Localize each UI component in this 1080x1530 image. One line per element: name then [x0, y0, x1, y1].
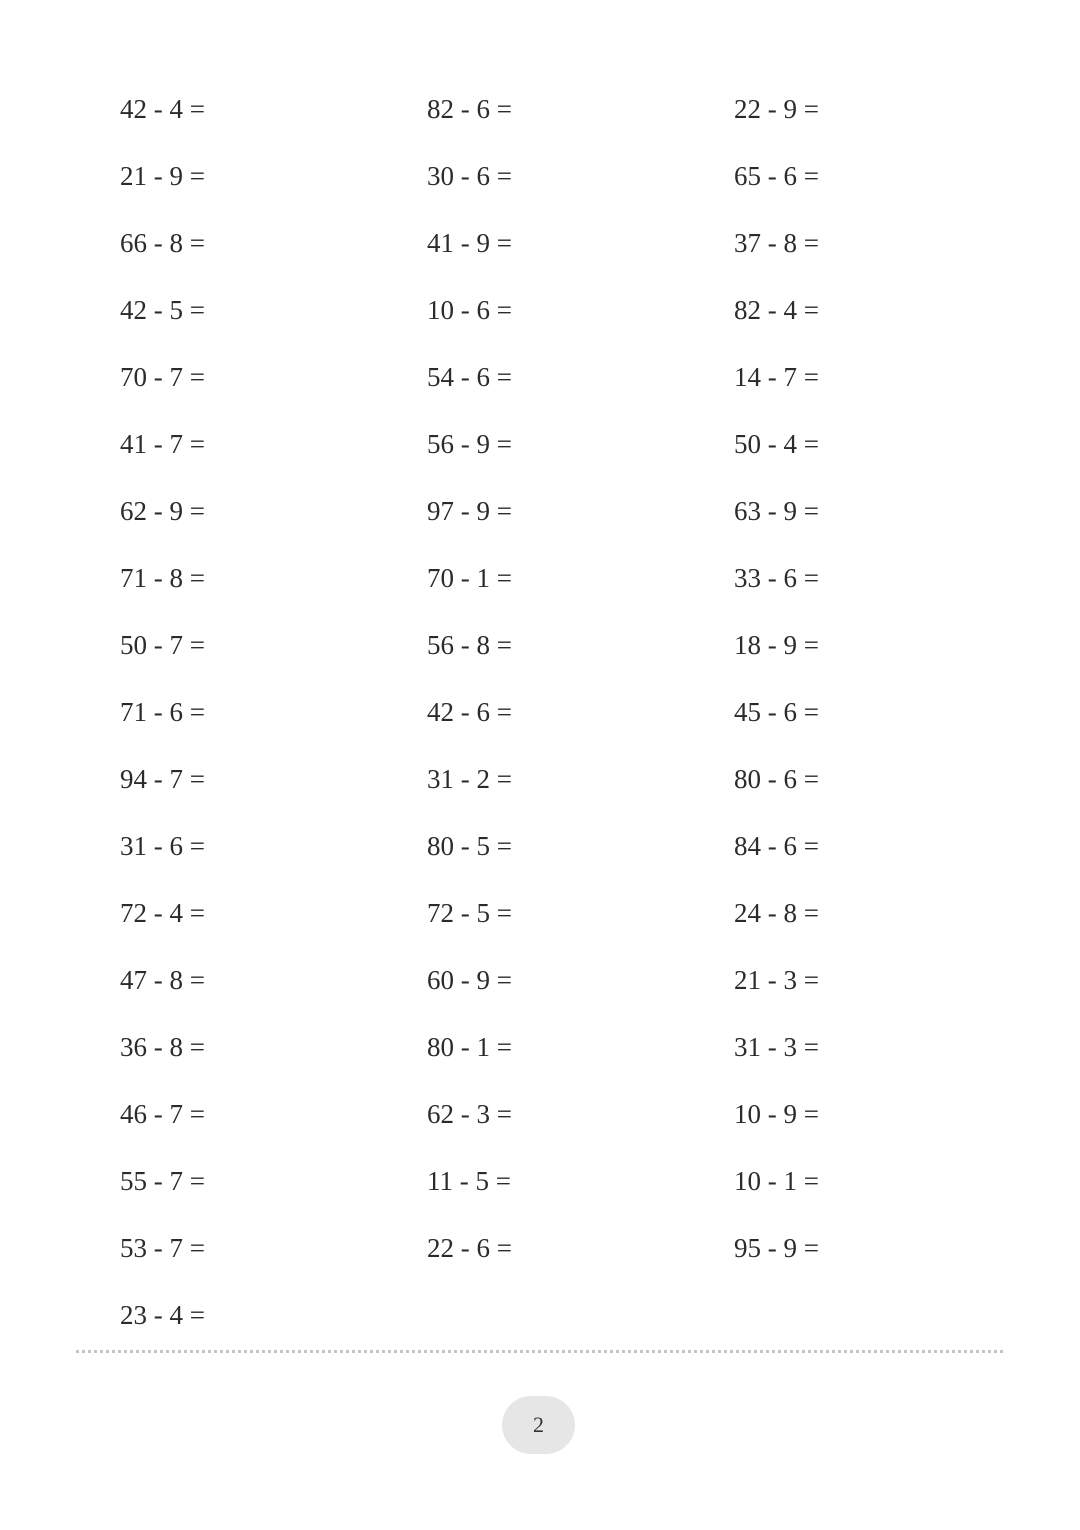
- problem: 14 - 7 =: [734, 362, 819, 392]
- problem: 80 - 5 =: [427, 831, 512, 861]
- problem: 23 - 4 =: [120, 1300, 205, 1330]
- problem: 10 - 6 =: [427, 295, 512, 325]
- problem: 55 - 7 =: [120, 1166, 205, 1196]
- problem: 54 - 6 =: [427, 362, 512, 392]
- problem: 95 - 9 =: [734, 1233, 819, 1263]
- problem: 33 - 6 =: [734, 563, 819, 593]
- problem: 36 - 8 =: [120, 1032, 205, 1062]
- problem: 21 - 9 =: [120, 161, 205, 191]
- problem: 21 - 3 =: [734, 965, 819, 995]
- problem: 56 - 9 =: [427, 429, 512, 459]
- problem: 84 - 6 =: [734, 831, 819, 861]
- problem: 31 - 3 =: [734, 1032, 819, 1062]
- problem: 72 - 5 =: [427, 898, 512, 928]
- problem: 70 - 1 =: [427, 563, 512, 593]
- problem: 46 - 7 =: [120, 1099, 205, 1129]
- problem: 97 - 9 =: [427, 496, 512, 526]
- problem: 72 - 4 =: [120, 898, 205, 928]
- page-number: 2: [533, 1412, 544, 1437]
- problem: 11 - 5 =: [427, 1166, 511, 1196]
- problem: 22 - 6 =: [427, 1233, 512, 1263]
- problem: 66 - 8 =: [120, 228, 205, 258]
- problem: 62 - 9 =: [120, 496, 205, 526]
- problem: 71 - 8 =: [120, 563, 205, 593]
- problem: 37 - 8 =: [734, 228, 819, 258]
- problem: 65 - 6 =: [734, 161, 819, 191]
- problem: 82 - 6 =: [427, 94, 512, 124]
- problem: 31 - 2 =: [427, 764, 512, 794]
- problem: 71 - 6 =: [120, 697, 205, 727]
- problem: 80 - 1 =: [427, 1032, 512, 1062]
- problem: 18 - 9 =: [734, 630, 819, 660]
- problem: 82 - 4 =: [734, 295, 819, 325]
- problem: 50 - 4 =: [734, 429, 819, 459]
- problem: 63 - 9 =: [734, 496, 819, 526]
- problem: 56 - 8 =: [427, 630, 512, 660]
- problem: 94 - 7 =: [120, 764, 205, 794]
- problem: 42 - 5 =: [120, 295, 205, 325]
- problem: 41 - 7 =: [120, 429, 205, 459]
- problem: 22 - 9 =: [734, 94, 819, 124]
- problem: 42 - 4 =: [120, 94, 205, 124]
- problem: 80 - 6 =: [734, 764, 819, 794]
- problem: 31 - 6 =: [120, 831, 205, 861]
- problem: 24 - 8 =: [734, 898, 819, 928]
- problem: 30 - 6 =: [427, 161, 512, 191]
- problem: 41 - 9 =: [427, 228, 512, 258]
- page-number-badge: [502, 1396, 575, 1454]
- problem: 45 - 6 =: [734, 697, 819, 727]
- problem: 10 - 9 =: [734, 1099, 819, 1129]
- problem: 53 - 7 =: [120, 1233, 205, 1263]
- problem: 50 - 7 =: [120, 630, 205, 660]
- problem: 47 - 8 =: [120, 965, 205, 995]
- problem: 42 - 6 =: [427, 697, 512, 727]
- problem: 62 - 3 =: [427, 1099, 512, 1129]
- problem: 60 - 9 =: [427, 965, 512, 995]
- dotted-divider: [76, 1350, 1003, 1353]
- problem: 10 - 1 =: [734, 1166, 819, 1196]
- problem: 70 - 7 =: [120, 362, 205, 392]
